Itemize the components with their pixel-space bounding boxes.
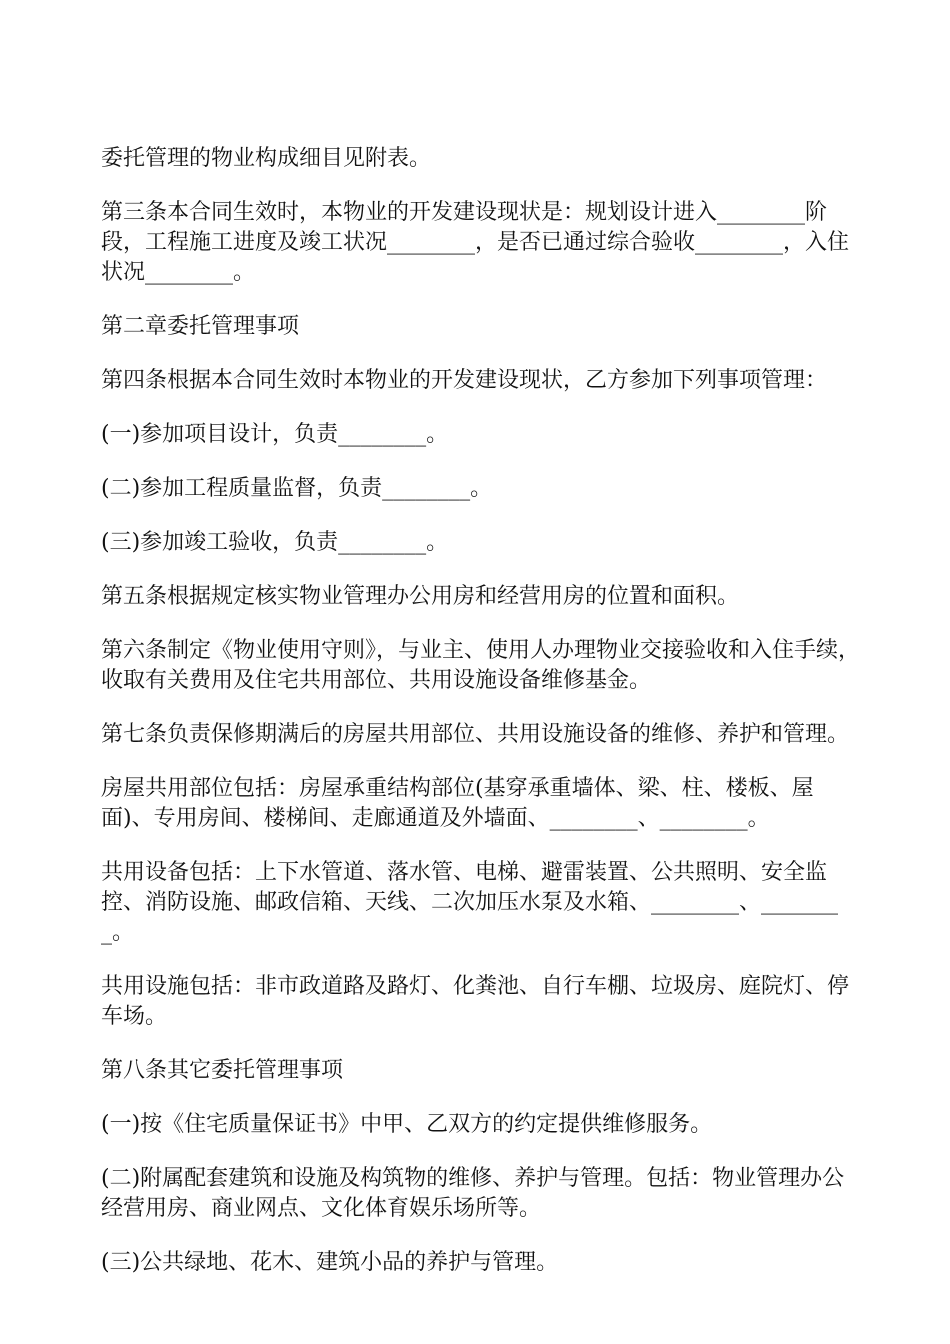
paragraph-attachment-note: 委托管理的物业构成细目见附表。 bbox=[101, 146, 432, 171]
paragraph-shared-facilities: 共用设施包括：非市政道路及路灯、化粪池、自行车棚、垃圾房、庭院灯、停车场。 bbox=[101, 974, 850, 1029]
paragraph-article-6: 第六条制定《物业使用守则》，与业主、使用人办理物业交接验收和入住手续，收取有关费用及住宅共用部位、共用设施设备维修基金。 bbox=[101, 638, 861, 693]
paragraph-article-8: 第八条其它委托管理事项 bbox=[101, 1058, 344, 1083]
list-item-article-4-1: (一)参加项目设计，负责________。 bbox=[101, 422, 449, 447]
list-item-article-4-2: (二)参加工程质量监督，负责________。 bbox=[101, 476, 493, 501]
paragraph-article-7: 第七条负责保修期满后的房屋共用部位、共用设施设备的维修、养护和管理。 bbox=[101, 722, 850, 747]
list-item-article-8-3: (三)公共绿地、花木、建筑小品的养护与管理。 bbox=[101, 1250, 559, 1275]
paragraph-article-4: 第四条根据本合同生效时本物业的开发建设现状，乙方参加下列事项管理： bbox=[101, 368, 828, 393]
chapter-2-heading: 第二章委托管理事项 bbox=[101, 314, 300, 339]
list-item-article-4-3: (三)参加竣工验收，负责________。 bbox=[101, 530, 449, 555]
paragraph-article-5: 第五条根据规定核实物业管理办公用房和经营用房的位置和面积。 bbox=[101, 584, 740, 609]
list-item-article-8-2: (二)附属配套建筑和设施及构筑物的维修、养护与管理。包括：物业管理办公经营用房、商业网点、文化体育娱乐场所等。 bbox=[101, 1166, 845, 1221]
paragraph-article-3: 第三条本合同生效时，本物业的开发建设现状是：规划设计进入________阶段，工程施工进度及竣工状况________，是否已通过综合验收________，入住状况________。 bbox=[101, 200, 850, 285]
list-item-article-8-1: (一)按《住宅质量保证书》中甲、乙双方的约定提供维修服务。 bbox=[101, 1112, 713, 1137]
document-body bbox=[101, 144, 861, 1302]
paragraph-shared-equipment: 共用设备包括：上下水管道、落水管、电梯、避雷装置、公共照明、安全监控、消防设施、邮政信箱、天线、二次加压水泵及水箱、________、________。 bbox=[101, 860, 839, 945]
paragraph-shared-parts: 房屋共用部位包括：房屋承重结构部位(基穿承重墙体、梁、柱、楼板、屋面)、专用房间、楼梯间、走廊通道及外墙面、________、________。 bbox=[101, 776, 814, 831]
